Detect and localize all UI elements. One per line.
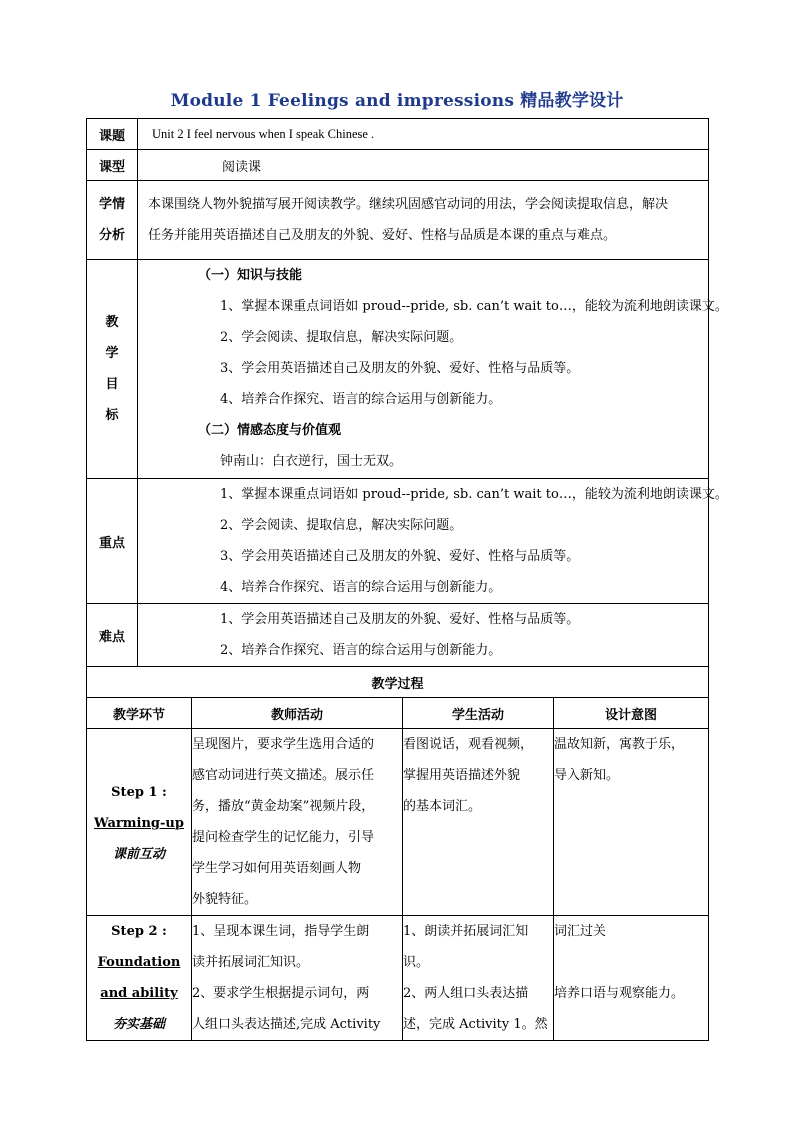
step-2-teacher <box>192 916 403 1041</box>
analysis-label-1: 学情 <box>98 197 125 212</box>
topic-value: Unit 2 I feel nervous when I speak Chinese . <box>138 119 709 150</box>
difficulty-item: 2、培养合作探究、语言的综合运用与创新能力。 <box>220 643 502 658</box>
goals-item: 4、培养合作探究、语言的综合运用与创新能力。 <box>220 392 502 407</box>
key-point-item: 2、学会阅读、提取信息，解决实际问题。 <box>220 518 463 533</box>
intent-line: 词汇过关 <box>554 924 607 939</box>
student-line: 掌握用英语描述外貌 <box>403 768 521 783</box>
key-points-content <box>138 479 728 604</box>
process-step-row <box>87 729 709 916</box>
difficulties-content <box>138 604 709 667</box>
goals-label-char: 标 <box>105 408 119 423</box>
intent-line: 导入新知。 <box>554 768 620 783</box>
analysis-line-1: 本课围绕人物外貌描写展开阅读教学。继续巩固感官动词的用法，学会阅读提取信息，解决 <box>148 197 669 212</box>
teacher-line: 外貌特征。 <box>192 892 258 907</box>
step-1-teacher <box>192 729 403 916</box>
difficulty-item: 1、学会用英语描述自己及朋友的外貌、爱好、性格与品质等。 <box>220 612 580 627</box>
type-label: 课型 <box>87 150 138 181</box>
step-1-cn: 课前互动 <box>112 847 165 862</box>
column-header-teacher: 教师活动 <box>192 698 403 729</box>
row-type <box>87 150 709 181</box>
goals-item: 钟南山：白衣逆行，国士无双。 <box>220 454 403 469</box>
row-process-columns <box>87 698 709 729</box>
student-line: 识。 <box>403 955 430 970</box>
student-line: 述，完成 Activity 1。然 <box>403 1017 548 1032</box>
analysis-label <box>87 181 138 260</box>
step-2-cell <box>87 916 192 1041</box>
teacher-line: 务，播放“黄金劫案”视频片段， <box>192 799 375 814</box>
step-2-en-2: and ability <box>100 986 178 1001</box>
goals-item: 3、学会用英语描述自己及朋友的外貌、爱好、性格与品质等。 <box>220 361 580 376</box>
key-point-item: 1、掌握本课重点词语如 proud--pride, sb. can’t wait to…，能较为流利地朗读课文。 <box>220 487 728 502</box>
analysis-text <box>138 181 709 260</box>
intent-line: 培养口语与观察能力。 <box>554 986 685 1001</box>
goals-label-char: 学 <box>105 346 119 361</box>
row-topic <box>87 119 709 150</box>
document-title: Module 1 Feelings and impressions 精品教学设计 <box>170 91 624 111</box>
step-2-label: Step 2 : <box>111 924 167 939</box>
student-line: 看图说话，观看视频， <box>403 737 534 752</box>
difficulties-label: 难点 <box>87 604 138 667</box>
step-2-student <box>403 916 554 1041</box>
teacher-line: 提问检查学生的记忆能力，引导 <box>192 830 375 845</box>
goals-section-1: （一）知识与技能 <box>198 268 303 283</box>
key-point-item: 4、培养合作探究、语言的综合运用与创新能力。 <box>220 580 502 595</box>
row-difficulties <box>87 604 709 667</box>
column-header-intent: 设计意图 <box>554 698 709 729</box>
step-2-intent <box>554 916 709 1041</box>
step-1-label: Step 1 : <box>111 785 167 800</box>
step-1-student <box>403 729 554 916</box>
step-1-intent <box>554 729 709 916</box>
step-1-en: Warming-up <box>94 816 184 831</box>
student-line: 1、朗读并拓展词汇知 <box>403 924 529 939</box>
process-step-row <box>87 916 709 1041</box>
teacher-line: 呈现图片，要求学生选用合适的 <box>192 737 375 752</box>
teacher-line: 读并拓展词汇知识。 <box>192 955 310 970</box>
step-2-en: Foundation <box>97 955 181 970</box>
goals-content <box>138 260 728 479</box>
column-header-student: 学生活动 <box>403 698 554 729</box>
teacher-line: 人组口头表达描述,完成 Activity <box>192 1017 381 1032</box>
goals-item: 1、掌握本课重点词语如 proud--pride, sb. can’t wait to…，能较为流利地朗读课文。 <box>220 299 728 314</box>
step-2-cn: 夯实基础 <box>112 1017 165 1032</box>
analysis-label-2: 分析 <box>98 228 125 243</box>
teacher-line: 感官动词进行英文描述。展示任 <box>192 768 375 783</box>
goals-label <box>87 260 138 479</box>
topic-label: 课题 <box>87 119 138 150</box>
row-key-points <box>87 479 709 604</box>
row-process-heading <box>87 667 709 698</box>
teacher-line: 学生学习如何用英语刻画人物 <box>192 861 362 876</box>
row-goals <box>87 260 709 479</box>
process-heading: 教学过程 <box>87 667 709 698</box>
goals-label-char: 目 <box>105 377 119 392</box>
row-analysis <box>87 181 709 260</box>
key-point-item: 3、学会用英语描述自己及朋友的外貌、爱好、性格与品质等。 <box>220 549 580 564</box>
column-header-step: 教学环节 <box>87 698 192 729</box>
goals-section-2: （二）情感态度与价值观 <box>198 423 342 438</box>
teacher-line: 1、呈现本课生词，指导学生朗 <box>192 924 370 939</box>
student-line: 2、两人组口头表达描 <box>403 986 529 1001</box>
intent-line <box>554 947 708 978</box>
step-1-cell <box>87 729 192 916</box>
analysis-line-2: 任务并能用英语描述自己及朋友的外貌、爱好、性格与品质是本课的重点与难点。 <box>148 228 617 243</box>
key-points-label: 重点 <box>87 479 138 604</box>
goals-item: 2、学会阅读、提取信息，解决实际问题。 <box>220 330 463 345</box>
intent-line: 温故知新，寓教于乐， <box>554 737 685 752</box>
lesson-plan-table <box>86 118 728 1041</box>
type-value: 阅读课 <box>138 150 709 181</box>
student-line: 的基本词汇。 <box>403 799 482 814</box>
teacher-line: 2、要求学生根据提示词句，两 <box>192 986 370 1001</box>
goals-label-char: 教 <box>105 315 119 330</box>
